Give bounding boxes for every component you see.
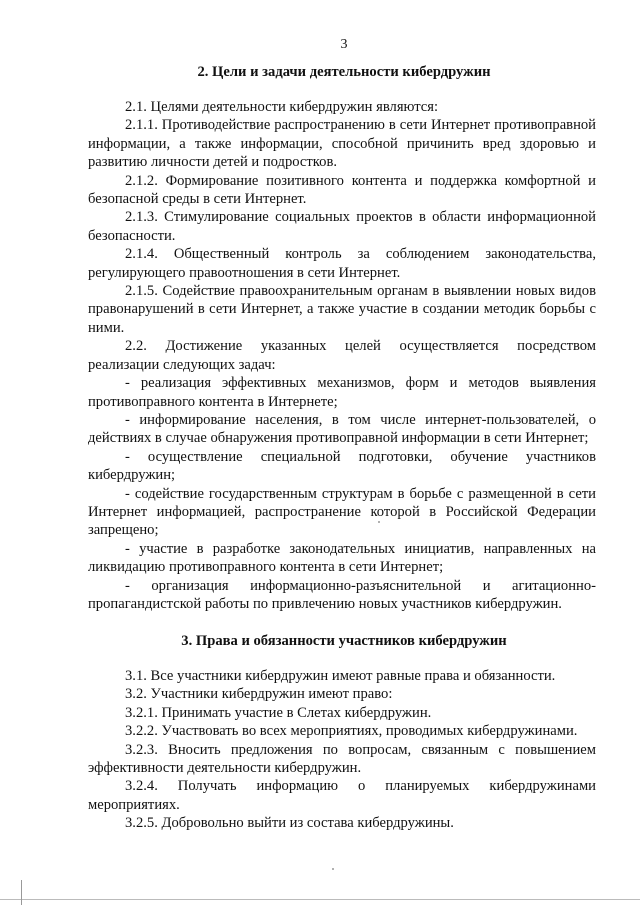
page-number: 3 xyxy=(340,37,348,52)
list-item: - реализация эффективных механизмов, форм и методов выявления противоправного контента в Интернете; xyxy=(88,375,596,410)
paragraph: 2.1.2. Формирование позитивного контента и поддержка комфортной и безопасной среды в сети Интернет. xyxy=(88,172,596,208)
paragraph: 2.2. Достижение указанных целей осуществляется посредством реализации следующих задач: xyxy=(88,338,596,373)
scan-edge-line xyxy=(0,899,640,900)
section-3-body xyxy=(88,667,596,833)
scan-speck xyxy=(378,521,380,523)
list-item: - осуществление специальной подготовки, обучение участников кибердружин; xyxy=(88,448,596,484)
section-2-body xyxy=(88,98,596,613)
paragraph: 2.1.4. Общественный контроль за соблюдением законодательства, регулирующего правоотношения в сети Интернет. xyxy=(88,246,596,281)
paragraph: 2.1.5. Содействие правоохранительным органам в выявлении новых видов правонарушений в сети Интернет, а также участие в создании методик борьбы с ними. xyxy=(88,283,596,336)
scan-speck xyxy=(332,868,334,870)
list-item: - участие в разработке законодательных инициатив, направленных на ликвидацию противоправного контента в сети Интернет; xyxy=(88,540,596,576)
paragraph: 3.2.1. Принимать участие в Слетах кибердружин. xyxy=(125,704,432,721)
paragraph: 2.1.1. Противодействие распространению в сети Интернет противоправной информации, а также информации, способной причинить вред здоровью и развитию личности детей и подростков. xyxy=(88,117,596,171)
paragraph: 3.2.2. Участвовать во всех мероприятиях, проводимых кибердружинами. xyxy=(125,723,578,740)
paragraph: 3.2.4. Получать информацию о планируемых кибердружинами мероприятиях. xyxy=(88,778,596,813)
paragraph: 2.1. Целями деятельности кибердружин являются: xyxy=(125,99,439,115)
section-3-title: 3. Права и обязанности участников кибердружин xyxy=(181,633,507,649)
list-item: - содействие государственным структурам в борьбе с размещенной в сети Интернет информацией, распространение которой в Российской Федерации запрещено; xyxy=(88,485,596,539)
paragraph: 3.2.3. Вносить предложения по вопросам, связанным с повышением эффективности деятельности кибердружин. xyxy=(88,741,596,777)
list-item: - организация информационно-разъяснительной и агитационно-пропагандистской работы по привлечению новых участников кибердружин. xyxy=(88,577,596,612)
paragraph: 3.2.5. Добровольно выйти из состава кибердружины. xyxy=(125,815,454,832)
list-item: - информирование населения, в том числе интернет-пользователей, о действиях в случае обнаружения противоправной информации в сети Интернет; xyxy=(88,411,596,447)
scan-edge-mark xyxy=(21,880,22,905)
paragraph: 3.2. Участники кибердружин имеют право: xyxy=(125,686,393,703)
paragraph: 3.1. Все участники кибердружин имеют равные права и обязанности. xyxy=(125,668,556,684)
paragraph: 2.1.3. Стимулирование социальных проектов в области информационной безопасности. xyxy=(88,209,596,244)
section-2-title: 2. Цели и задачи деятельности кибердружин xyxy=(197,64,491,80)
